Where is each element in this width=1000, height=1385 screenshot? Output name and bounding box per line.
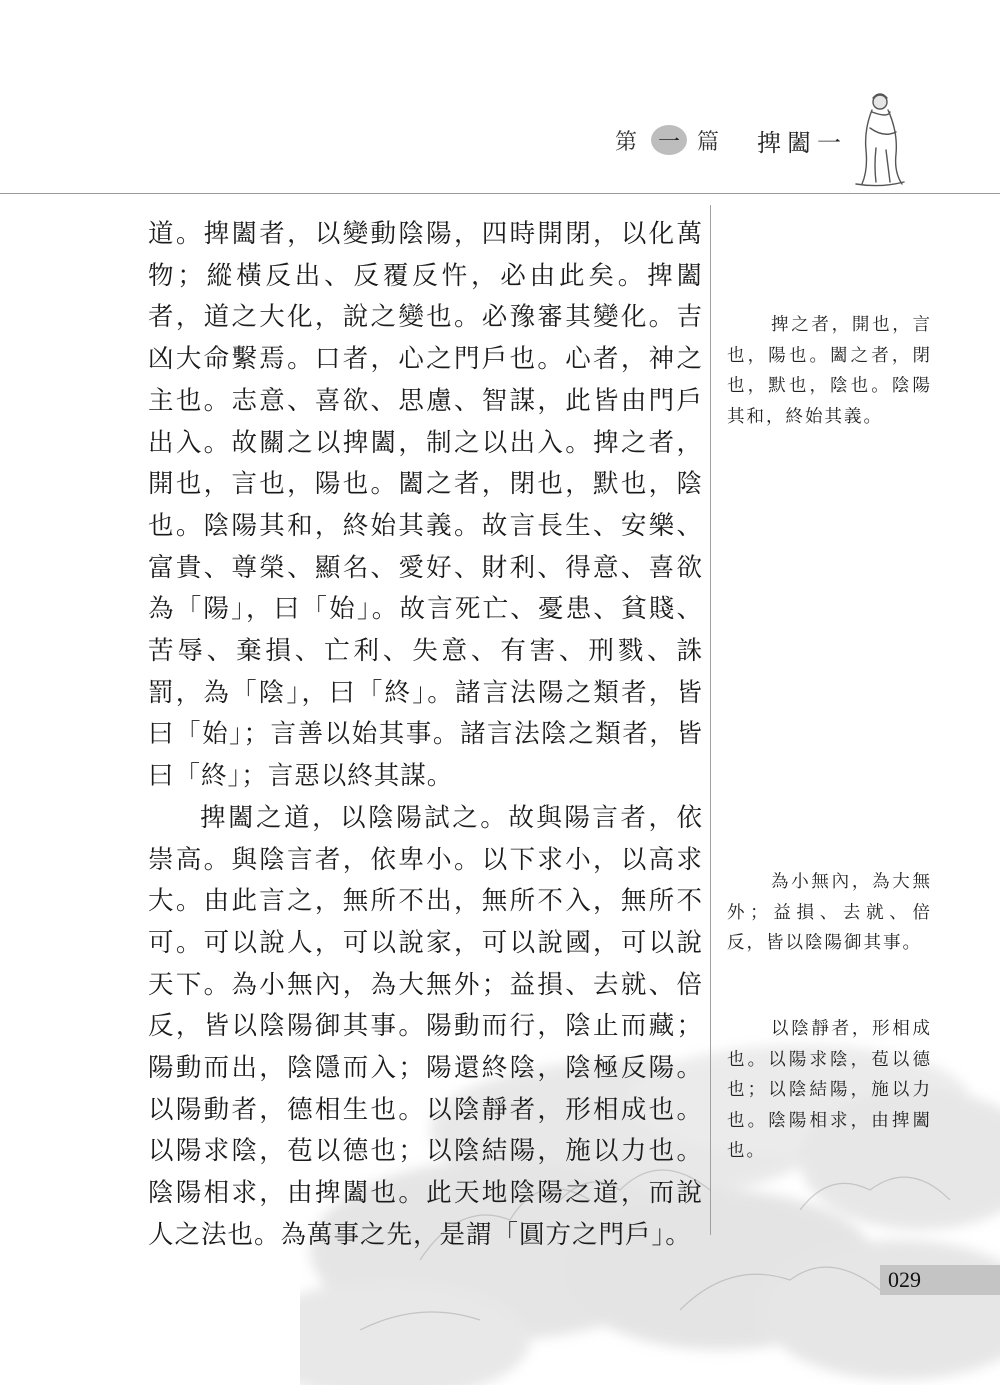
header-rule (0, 193, 1000, 194)
main-paragraph-1: 道。捭闔者，以變動陰陽，四時開閉，以化萬物；縱橫反出、反覆反忤，必由此矣。捭闔者，道之大化，說之變也。必豫審其變化。吉凶大命繫焉。口者，心之門戶也。心者，神之主也。志意、喜欲、思慮、智謀，此皆由門戶出入。故關之以捭闔，制之以出入。捭之者，開也，言也，陽也。闔之者，閉也，默也，陰也。陰陽其和，終始其義。故言長生、安樂、富貴、尊榮、顯名、愛好、財利、得意、喜欲為「陽」，曰「始」。故言死亡、憂患、貧賤、苦辱、棄損、亡利、失意、有害、刑戮、誅罰，為「陰」，曰「終」。諸言法陽之類者，皆曰「始」；言善以始其事。諸言法陰之類者，皆曰「終」；言惡以終其謀。 (148, 219, 703, 792)
column-divider (710, 205, 711, 1235)
side-note-3: 以陰靜者，形相成也。以陽求陰，苞以德也；以陰結陽，施以力也。陰陽相求，由捭闔也。 (727, 1019, 932, 1161)
chapter-title: 捭闔一 (757, 128, 848, 157)
chapter-word-last: 篇 (697, 129, 724, 155)
chapter-number-badge: 一 (651, 125, 687, 155)
page-number: 029 (888, 1267, 921, 1292)
side-note-2: 為小無內，為大無外；益損、去就、倍反，皆以陰陽御其事。 (727, 872, 932, 953)
main-paragraph-2: 捭闔之道，以陰陽試之。故與陽言者，依崇高。與陰言者，依卑小。以下求小，以高求大。由此言之，無所不出，無所不入，無所不可。可以說人，可以說家，可以說國，可以說天下。為小無內，為大無外；益損、去就、倍反，皆以陰陽御其事。陽動而行，陰止而藏；陽動而出，陰隱而入；陽還終陰，陰極反陽。以陽動者，德相生也。以陰靜者，形相成也。以陽求陰，苞以德也；以陰結陽，施以力也。陰陽相求，由捭闔也。此天地陰陽之道，而說人之法也。為萬事之先，是謂「圓方之門戶」。 (148, 802, 703, 1250)
side-note-1: 捭之者，開也，言也，陽也。闔之者，閉也，默也，陰也。陰陽其和，終始其義。 (727, 315, 932, 427)
main-text (148, 214, 703, 1257)
chapter-heading (615, 120, 847, 160)
chapter-word-first: 第 (615, 129, 642, 155)
sage-figure-illustration (842, 88, 912, 188)
